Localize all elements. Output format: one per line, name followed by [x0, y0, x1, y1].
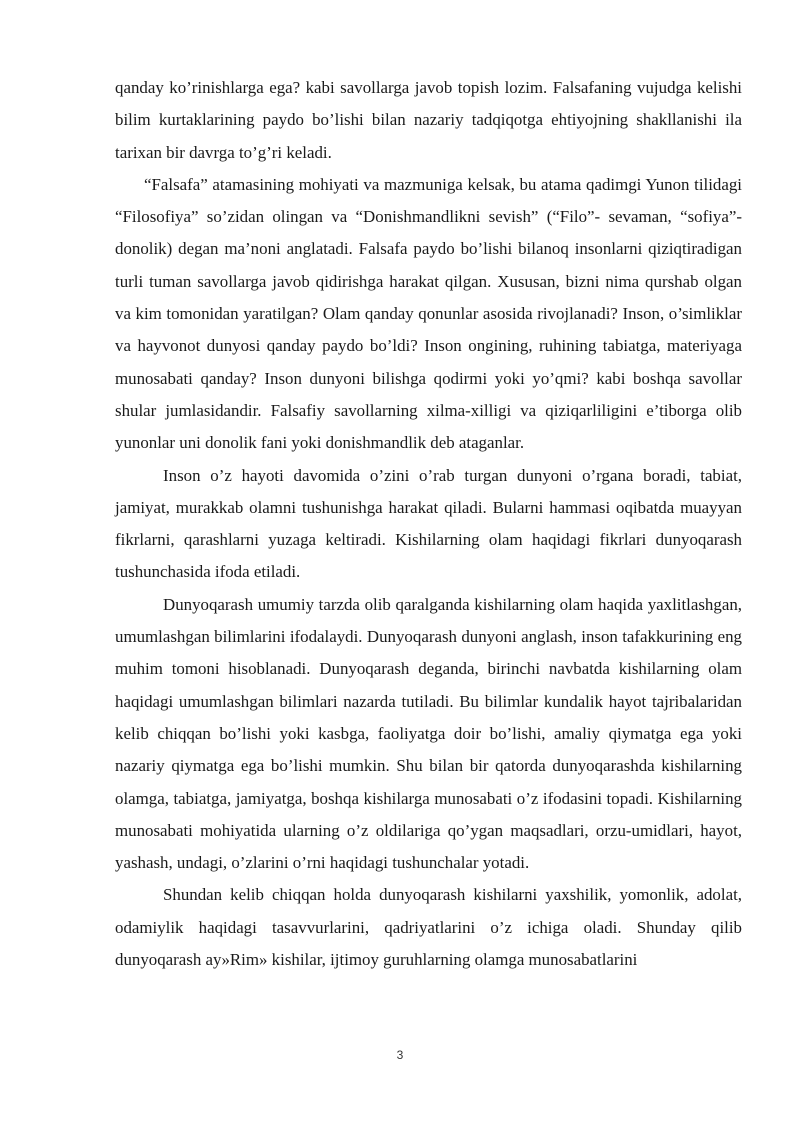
body-text	[115, 72, 742, 976]
page-number: 3	[396, 1048, 404, 1062]
paragraph-4: Dunyoqarash umumiy tarzda olib qaralganda kishilarning olam haqida yaxlitlashgan, umumlashgan bilimlarini ifodalaydi. Dunyoqarash dunyoni anglash, inson tafakkurining eng muhim tomoni hisoblanadi. Dunyoqarash deganda, birinchi navbatda kishilarning olam haqidagi umumlashgan bilimlari nazarda tutiladi. Bu bilimlar kundalik hayot tajribalaridan kelib chiqqan bo’lishi yoki kasbga, faoliyatga doir bo’lishi, amaliy qiymatga ega yoki nazariy qiymatga ega bo’lishi mumkin. Shu bilan bir qatorda dunyoqarashda kishilarning olamga, tabiatga, jamiyatga, boshqa kishilarga munosabati o’z ifodasini topadi. Kishilarning munosabati mohiyatida ularning o’z oldilariga qo’ygan maqsadlari, orzu-umidlari, hayot, yashash, undagi, o’zlarini o’rni haqidagi tushunchalar yotadi.	[115, 594, 742, 873]
paragraph-2: “Falsafa” atamasining mohiyati va mazmuniga kelsak, bu atama qadimgi Yunon tilidagi “Filosofiya” so’zidan olingan va “Donishmandlikni sevish” (“Filo”- sevaman, “sofiya”- donolik) degan ma’noni anglatadi. Falsafa paydo bo’lishi bilanoq insonlarni qiziqtiradigan turli tuman savollarga javob qidirishga harakat qilgan. Xususan, bizni nima qurshab olgan va kim tomonidan yaratilgan? Olam qanday qonunlar asosida rivojlanadi? Inson, o’simliklar va hayvonot dunyosi qanday paydo bo’ldi? Inson ongining, ruhining tabiatga, materiyaga munosabati qanday? Inson dunyoni bilishga qodirmi yoki yo’qmi? kabi boshqa savollar shular jumlasidandir. Falsafiy savollarning xilma-xilligi va qiziqarliligini e’tiborga olib yunonlar uni donolik fani yoki donishmandlik deb ataganlar.	[115, 174, 742, 453]
paragraph-5: Shundan kelib chiqqan holda dunyoqarash kishilarni yaxshilik, yomonlik, adolat, odamiylik haqidagi tasavvurlarini, qadriyatlarini o’z ichiga oladi. Shunday qilib dunyoqarash ay»Rim» kishilar, ijtimoy guruhlarning olamga munosabatlarini	[115, 885, 742, 970]
paragraph-1: qanday ko’rinishlarga ega? kabi savollarga javob topish lozim. Falsafaning vujudga kelishi bilim kurtaklarining paydo bo’lishi bilan nazariy tadqiqotga ehtiyojning shakllanishi ila tarixan bir davrga to’g’ri keladi.	[115, 78, 742, 162]
paragraph-3: Inson o’z hayoti davomida o’zini o’rab turgan dunyoni o’rgana boradi, tabiat, jamiyat, murakkab olamni tushunishga harakat qiladi. Bularni hammasi oqibatda muayyan fikrlarni, qarashlarni yuzaga keltiradi. Kishilarning olam haqidagi fikrlari dunyoqarash tushunchasida ifoda etiladi.	[115, 465, 742, 582]
